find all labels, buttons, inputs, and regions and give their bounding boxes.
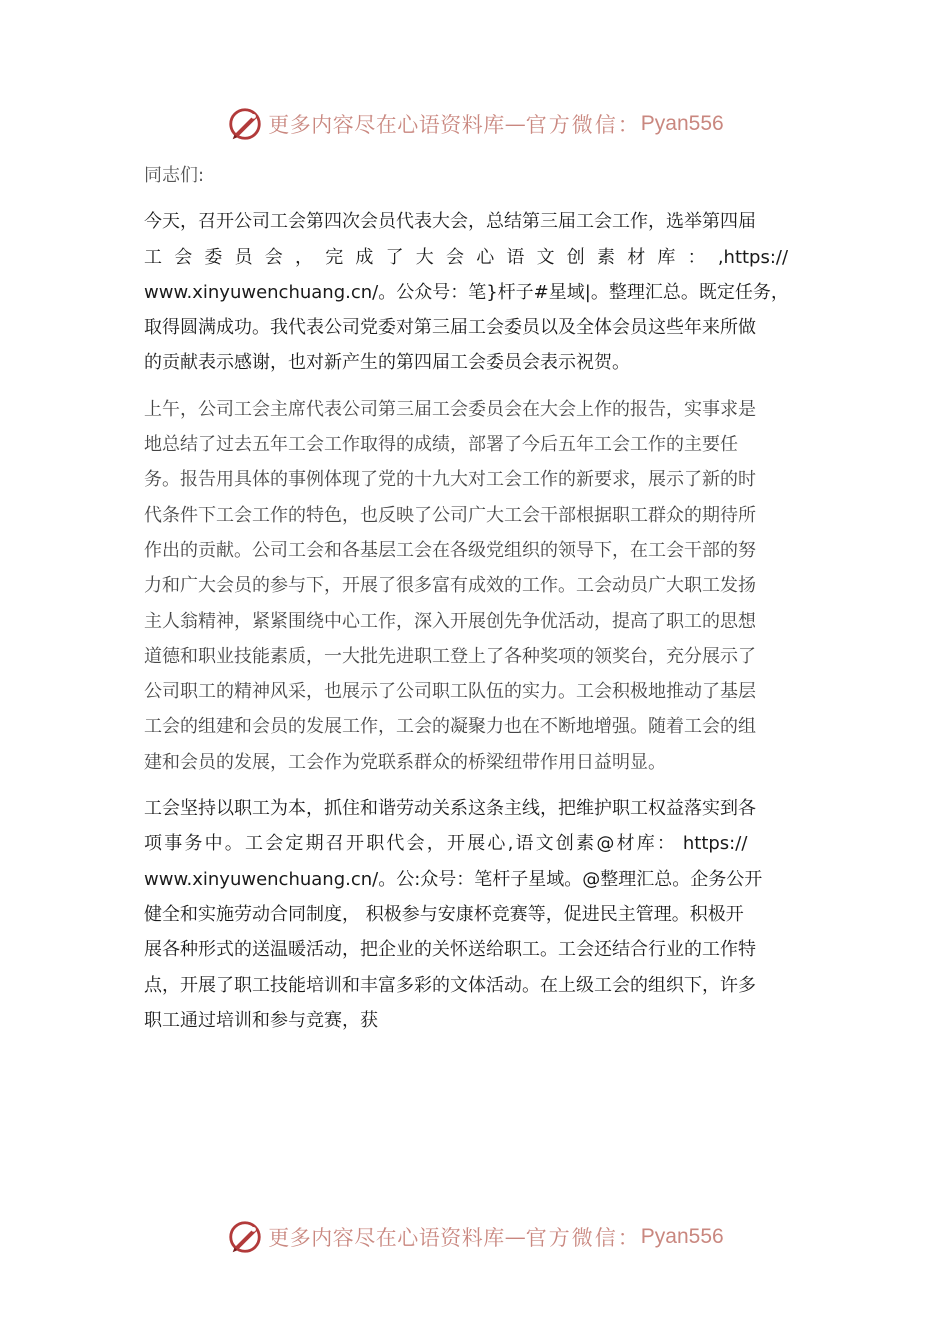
banner-wechat-label: 官方微信：: [525, 113, 641, 137]
paragraph-1-line: www.xinyuwenchuang.cn/。公众号：笔}杆子#星域|。整理汇总。既定任务，: [144, 281, 789, 303]
document-body: [144, 158, 797, 1038]
paragraph-2-line: 务。报告用具体的事例体现了党的十九大对工会工作的新要求，展示了新的时: [144, 469, 756, 491]
paragraph-3-line-part: 项事务中。工会定期召开职代会，开展心,语文创素@材库：: [144, 833, 678, 855]
paragraph-1-line: 今天，召开公司工会第四次会员代表大会，总结第三届工会工作，选举第四届: [144, 211, 756, 233]
paragraph-2-line: 地总结了过去五年工会工作取得的成绩，部署了今后五年工会工作的主要任: [144, 434, 738, 456]
paragraph-2-line: 主人翁精神，紧紧围绕中心工作，深入开展创先争优活动，提高了职工的思想: [144, 610, 756, 632]
paragraph-1-line: 取得圆满成功。我代表公司党委对第三届工会委员以及全体会员这些年来所做: [144, 317, 756, 339]
paragraph-3: [144, 791, 797, 1038]
paragraph-3-line: 展各种形式的送温暖活动，把企业的关怀送给职工。工会还结合行业的工作特: [144, 939, 756, 961]
salutation: 同志们:: [144, 165, 205, 186]
paragraph-2-line: 作出的贡献。公司工会和各基层工会在各级党组织的领导下，在工会干部的努: [144, 539, 756, 561]
paragraph-1-line: 的贡献表示感谢，也对新产生的第四届工会委员会表示祝贺。: [144, 352, 630, 374]
paragraph-2-line: 建和会员的发展，工会作为党联系群众的桥梁纽带作用日益明显。: [144, 751, 666, 773]
pen-logo-icon: [226, 105, 264, 143]
paragraph-2-line: 力和广大会员的参与下，开展了很多富有成效的工作。工会动员广大职工发扬: [144, 575, 756, 597]
paragraph-2-line: 工会的组建和会员的发展工作，工会的凝聚力也在不断地增强。随着工会的组: [144, 716, 756, 738]
paragraph-2-line: 道德和职业技能素质，一大批先进职工登上了各种奖项的领奖台，充分展示了: [144, 645, 756, 667]
paragraph-2-line: 上午，公司工会主席代表公司第三届工会委员会在大会上作的报告，实事求是: [144, 398, 756, 420]
banner-site-name: 更多内容尽在心语资料库: [268, 113, 505, 137]
paragraph-2: [144, 392, 797, 780]
paragraph-3-line: 健全和实施劳动合同制度， 积极参与安康杯竞赛等，促进民主管理。积极开: [144, 903, 744, 925]
banner-wechat-id: Pyan556: [640, 1225, 724, 1248]
banner-wechat-label: 官方微信：: [525, 1226, 641, 1250]
paragraph-3-line: www.xinyuwenchuang.cn/。公:众号：笔杆子星域。@整理汇总。企务公开: [144, 868, 763, 890]
paragraph-1-line-part: 工会委员会，完成了大会心语文创素材库：: [144, 246, 718, 268]
paragraph-2-line: 代条件下工会工作的特色，也反映了公司广大工会干部根据职工群众的期待所: [144, 504, 756, 526]
banner-separator: —: [504, 1225, 526, 1249]
paragraph-1-line-part: ,https://: [717, 246, 789, 268]
paragraph-3-line-part: https://: [682, 833, 748, 855]
paragraph-3-line: 点，开展了职工技能培训和丰富多彩的文体活动。在上级工会的组织下，许多: [144, 974, 756, 996]
header-banner: [0, 99, 950, 149]
paragraph-1-line: [144, 240, 797, 275]
paragraph-1: [144, 204, 797, 380]
banner-site-name: 更多内容尽在心语资料库: [268, 1226, 505, 1250]
paragraph-3-line: 职工通过培训和参与竞赛，获: [144, 1009, 378, 1031]
banner-wechat-id: Pyan556: [640, 112, 724, 135]
pen-logo-icon: [226, 1218, 264, 1256]
paragraph-2-line: 公司职工的精神风采，也展示了公司职工队伍的实力。工会积极地推动了基层: [144, 681, 756, 703]
footer-banner: [0, 1212, 950, 1262]
paragraph-3-line: 工会坚持以职工为本，抓住和谐劳动关系这条主线，把维护职工权益落实到各: [144, 798, 756, 820]
paragraph-3-line: [144, 826, 797, 861]
banner-separator: —: [504, 112, 526, 136]
